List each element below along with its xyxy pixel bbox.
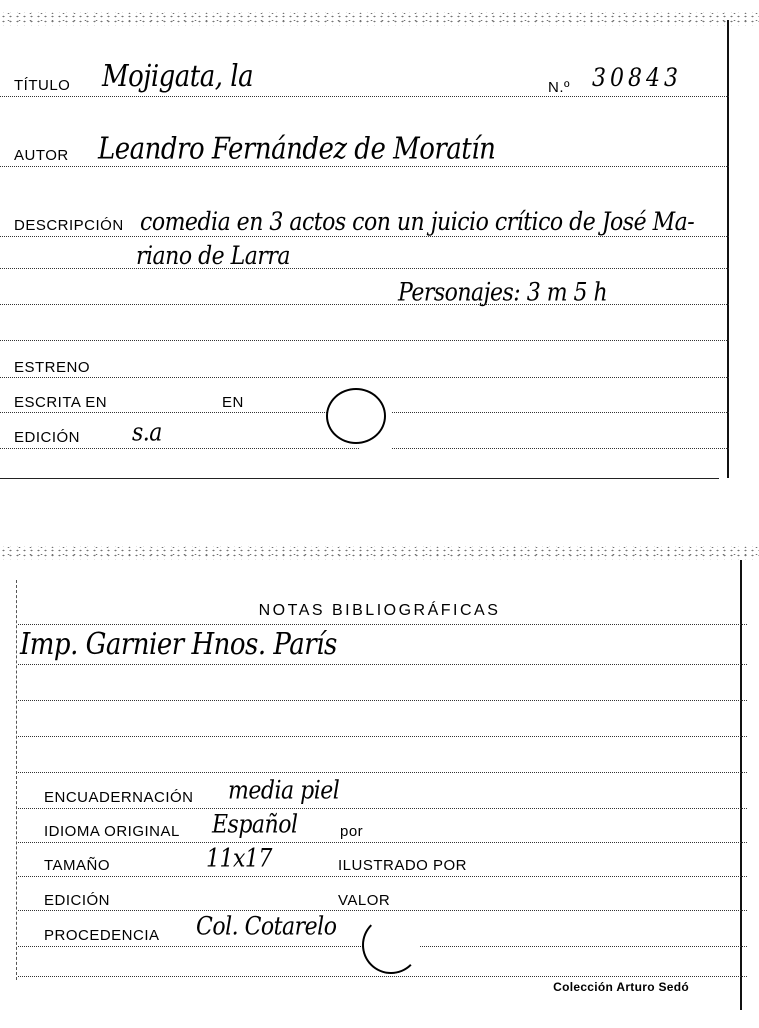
numero-value: 30843 — [592, 64, 682, 94]
edicion-value: s.a — [132, 418, 162, 448]
descripcion-label: DESCRIPCIÓN — [14, 217, 124, 234]
tamano-value: 11x17 — [206, 844, 272, 874]
rule-idioma — [18, 842, 747, 843]
edicion-label: EDICIÓN — [14, 429, 81, 446]
rule-estreno — [0, 377, 729, 378]
rule-descripcion-4 — [0, 340, 729, 341]
card-back-right-edge — [740, 560, 742, 1010]
notas-title: NOTAS BIBLIOGRÁFICAS — [258, 602, 501, 619]
encuadernacion-value: media piel — [228, 776, 340, 806]
en-label: EN — [222, 394, 244, 411]
numero-label: N.º — [548, 79, 570, 96]
encuadernacion-label: ENCUADERNACIÓN — [44, 789, 194, 806]
rule-escrita-right — [392, 412, 729, 413]
rule-notas-2 — [18, 664, 747, 665]
rule-edicion — [0, 448, 359, 449]
estreno-label: ESTRENO — [14, 359, 91, 376]
descripcion-line-1: comedia en 3 actos con un juicio crítico de José Ma- — [140, 208, 695, 238]
procedencia-label: PROCEDENCIA — [44, 927, 160, 944]
rule-descripcion-3 — [0, 304, 729, 305]
escrita-label: ESCRITA EN — [14, 394, 108, 411]
autor-value: Leandro Fernández de Moratín — [98, 131, 496, 167]
card-back-top-edge — [0, 546, 759, 560]
rule-notas-5 — [18, 772, 747, 773]
rule-edicion-right — [392, 448, 729, 449]
coleccion-credit: Colección Arturo Sedó — [553, 980, 689, 994]
card-front-bottom-edge — [0, 478, 719, 479]
punch-hole — [326, 388, 386, 444]
valor-label: VALOR — [338, 892, 391, 909]
titulo-label: TÍTULO — [14, 77, 71, 94]
idioma-label: IDIOMA ORIGINAL — [44, 823, 180, 840]
rule-notas-1 — [18, 624, 747, 625]
rule-encuadernacion — [18, 808, 747, 809]
descripcion-line-3: Personajes: 3 m 5 h — [398, 278, 608, 308]
rule-escrita — [0, 412, 359, 413]
rule-notas-4 — [18, 736, 747, 737]
rule-descripcion-2 — [0, 268, 729, 269]
rule-edicion-back — [18, 910, 747, 911]
tamano-label: TAMAÑO — [44, 857, 111, 874]
catalog-card-front — [0, 0, 759, 495]
card-back-left-edge — [16, 580, 17, 980]
notas-line-1: Imp. Garnier Hnos. París — [20, 627, 337, 663]
punch-hole-back — [362, 916, 420, 974]
titulo-value: Mojigata, la — [102, 59, 254, 95]
idioma-value: Español — [212, 810, 298, 840]
card-top-edge — [0, 12, 759, 26]
descripcion-line-2: riano de Larra — [136, 242, 291, 272]
ilustrado-label: ILUSTRADO POR — [338, 857, 468, 874]
rule-final — [18, 976, 747, 977]
rule-tamano — [18, 876, 747, 877]
autor-label: AUTOR — [14, 147, 69, 164]
rule-notas-3 — [18, 700, 747, 701]
por-label: por — [340, 823, 364, 840]
rule-titulo — [0, 96, 729, 97]
card-right-edge — [727, 20, 729, 478]
edicion-back-label: EDICIÓN — [44, 892, 111, 909]
procedencia-value: Col. Cotarelo — [196, 912, 337, 942]
